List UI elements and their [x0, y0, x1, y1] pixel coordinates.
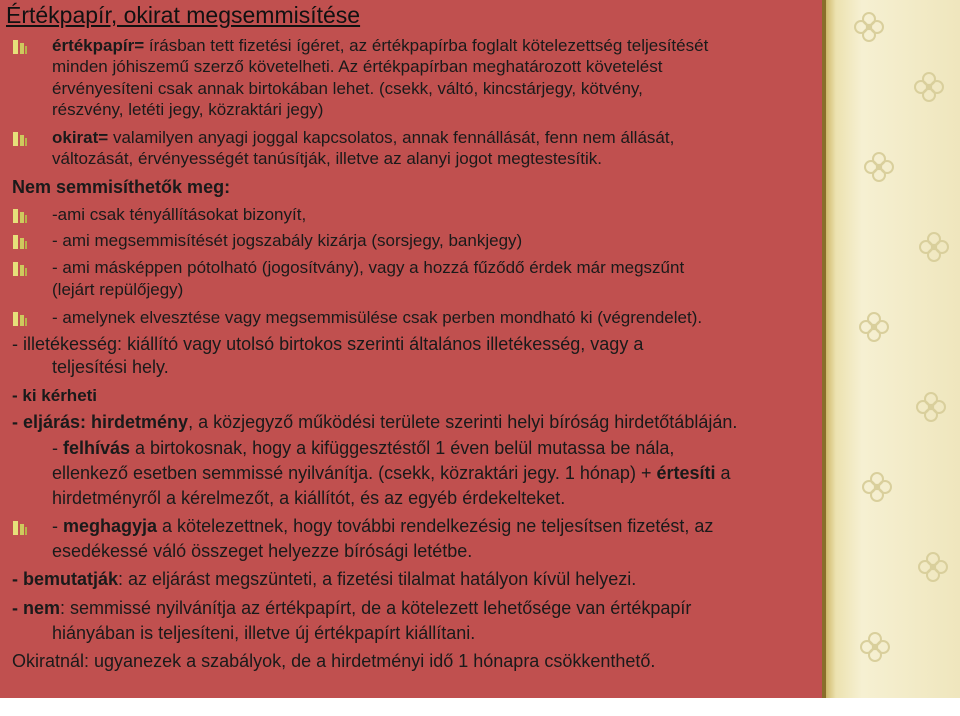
meghagyja-text: a kötelezettnek, hogy további rendelkezésig ne teljesítsen fizetést, az: [157, 516, 714, 536]
flower-icon: [858, 630, 892, 664]
bullet-icon: [12, 311, 28, 327]
bottom-strip: [0, 698, 960, 716]
p1-line-3: érvényesíteni csak annak birtokában lehet. (csekk, váltó, kincstárjegy, kötvény,: [52, 79, 643, 98]
felhivas-line-2: [52, 463, 731, 484]
title-bar: [0, 0, 460, 30]
bemutatjak-line: [12, 569, 636, 590]
p1-line-1: [52, 35, 708, 56]
list-item: - ami másképpen pótolható (jogosítvány), vagy a hozzá fűződő érdek már megszűnt: [52, 258, 685, 277]
meghagyja-dash: -: [52, 516, 63, 536]
list-item: - amelynek elvesztése vagy megsemmisülése csak perben mondható ki (végrendelet).: [52, 308, 703, 327]
list-item: -ami csak tényállításokat bizonyít,: [52, 205, 307, 224]
felhivas-label: felhívás: [63, 438, 131, 458]
bullet-icon: [12, 520, 28, 536]
flower-icon: [860, 470, 894, 504]
nem-label: - nem: [12, 598, 61, 618]
illetekesseg-line-2: teljesítési hely.: [52, 357, 169, 377]
eljaras-text: , a közjegyző működési területe szerinti helyi bíróság hirdetőtábláján.: [188, 412, 738, 432]
flower-icon: [852, 10, 886, 44]
felhivas-dash: -: [52, 438, 63, 458]
felhivas-text-2: ellenkező esetben semmissé nyilvánítja. (csekk, közraktári jegy. 1 hónap) +: [52, 463, 657, 483]
flower-icon: [914, 390, 948, 424]
felhivas-text-3: a: [715, 463, 731, 483]
p2-line-2: változását, érvényességét tanúsítják, illetve az alanyi jogot megtestesítik.: [52, 149, 602, 168]
band-edge: [822, 0, 826, 716]
flower-icon: [862, 150, 896, 184]
p1-line-4: részvény, letéti jegy, közraktári jegy): [52, 100, 324, 119]
bullet-icon: [12, 261, 28, 277]
section-heading: Nem semmisíthetők meg:: [12, 177, 231, 197]
term-ertekpapir: értékpapír=: [52, 36, 145, 55]
flower-icon: [916, 550, 950, 584]
decorative-band: [822, 0, 960, 716]
okiratnal-line: Okiratnál: ugyanezek a szabályok, de a hirdetményi idő 1 hónapra csökkenthető.: [12, 651, 656, 671]
p1-text-1: írásban tett fizetési ígéret, az értékpapírba foglalt kötelezettség teljesítését: [144, 36, 709, 55]
illetekesseg-label: - illetékesség:: [12, 334, 123, 354]
meghagyja-line-2: esedékessé váló összeget helyezze bírósági letétbe.: [52, 541, 473, 561]
nem-line-2: hiányában is teljesíteni, illetve új értékpapírt kiállítani.: [52, 623, 476, 643]
bullet-icon: [12, 131, 28, 147]
illetekesseg-line-1: [12, 334, 643, 355]
bemutatjak-label: - bemutatják: [12, 569, 119, 589]
bullet-icon: [12, 39, 28, 55]
ki-kerheti: - ki kérheti: [12, 386, 98, 405]
list-item: (lejárt repülőjegy): [52, 280, 184, 299]
p2-line-1: [52, 127, 674, 148]
bullet-icon: [12, 234, 28, 250]
page-title: Értékpapír, okirat megsemmisítése: [6, 2, 361, 28]
flower-icon: [917, 230, 951, 264]
illetekesseg-text: kiállító vagy utolsó birtokos szerinti általános illetékesség, vagy a: [122, 334, 644, 354]
term-okirat: okirat=: [52, 128, 109, 147]
bemutatjak-text: : az eljárást megszünteti, a fizetési tilalmat hatályon kívül helyezi.: [118, 569, 637, 589]
felhivas-text: a birtokosnak, hogy a kifüggesztéstől 1 éven belül mutassa be nála,: [130, 438, 675, 458]
nem-text: : semmissé nyilvánítja az értékpapírt, de a kötelezett lehetősége van értékpapír: [60, 598, 692, 618]
flower-icon: [857, 310, 891, 344]
flower-icon: [912, 70, 946, 104]
meghagyja-line-1: [52, 516, 713, 537]
nem-line-1: [12, 598, 691, 619]
felhivas-line-3: hirdetményről a kérelmezőt, a kiállítót, és az egyéb érdekelteket.: [52, 488, 566, 508]
bullet-icon: [12, 208, 28, 224]
eljaras-line: [12, 412, 737, 433]
p2-text-1: valamilyen anyagi joggal kapcsolatos, annak fennállását, fenn nem állását,: [108, 128, 675, 147]
meghagyja-label: meghagyja: [63, 516, 158, 536]
p1-line-2: minden jóhiszemű szerző követelheti. Az értékpapírban meghatározott követelést: [52, 57, 663, 76]
ertesiti-label: értesíti: [656, 463, 716, 483]
felhivas-line-1: [52, 438, 674, 459]
list-item: - ami megsemmisítését jogszabály kizárja (sorsjegy, bankjegy): [52, 231, 523, 250]
eljaras-label: - eljárás: hirdetmény: [12, 412, 189, 432]
